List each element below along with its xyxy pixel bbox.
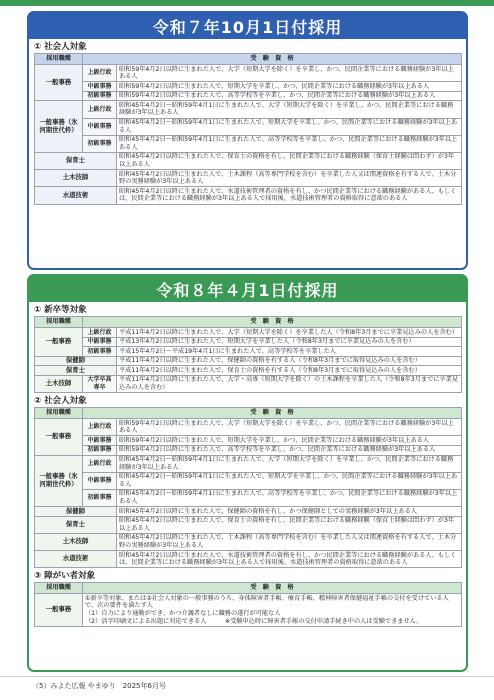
job-category: 保健師: [35, 507, 117, 517]
table-row: [35, 337, 462, 347]
requirement-text: 昭和45年4月2日以降に生まれた人で、保育士の資格を有し、民間企業等における職務経験（保育士経験は問わず）が3年以上ある人: [117, 516, 462, 533]
job-subtype: 初級事務: [83, 135, 117, 152]
requirement-text: 昭和45年4月2日～昭和59年4月1日に生まれた人で、大学（短期大学を除く）を卒業し、かつ、民間企業等における職務経験が3年以上ある人: [117, 101, 462, 118]
oct-social-table: [34, 53, 462, 205]
requirement-text: 昭和45年4月2日～昭和59年4月1日に生まれた人で、高等学校等を卒業し、かつ、民間企業等における職務経験が3年以上ある人: [117, 135, 462, 152]
apr-social-table: [34, 407, 462, 568]
job-category: 一般事務: [35, 419, 83, 455]
job-subtype: 初級事務: [83, 445, 117, 455]
requirement-text: 平成11年4月2日以降に生まれた人で、大学（短期大学を除く）を卒業した人（令和8年3月までに卒業見込みの人を含む）: [117, 328, 462, 338]
page-footer: （5）みよた広報 やまゆり 2025年6月号: [32, 682, 166, 690]
job-subtype: 中級事務: [83, 472, 117, 489]
job-category: 一般事務: [35, 328, 83, 357]
apr-section-disability: ③ 障がい者対象: [34, 571, 96, 582]
job-category: 保育士: [35, 366, 117, 376]
job-subtype: 初級事務: [83, 91, 117, 101]
header-requirements: 受 験 資 格: [83, 583, 462, 594]
apr-disability-table: [34, 582, 462, 626]
table-row: [35, 91, 462, 101]
requirement-text: [83, 594, 462, 626]
table-row: [35, 594, 462, 626]
oct-title: 令和７年10月1日付採用: [29, 13, 466, 39]
table-row: [35, 356, 462, 366]
job-subtype: 中級事務: [83, 436, 117, 446]
requirement-text: 昭和59年4月2日以降に生まれた人で、高等学校等を卒業し、かつ、民間企業等における職務経験が3年以上ある人: [117, 445, 462, 455]
job-category: 土木技師: [35, 170, 117, 187]
job-subtype: 上級行政: [83, 101, 117, 118]
requirement-text: 昭和59年4月2日以降に生まれた人で、短期大学を卒業し、かつ、民間企業等における職務経験が3年以上ある人: [117, 436, 462, 446]
job-category: 一般事務: [35, 65, 83, 101]
requirement-text: 昭和45年4月2日以降に生まれた人で、土木課程（高等専門学校を含む）を卒業した人又は関連資格を有する人で、土木分野の実務経験が3年以上ある人: [117, 170, 462, 187]
job-category: 土木技師: [35, 375, 83, 392]
table-header-row: [35, 408, 462, 419]
job-category: 一般事務: [35, 594, 83, 626]
oct-section-social: ① 社会人対象: [34, 42, 87, 52]
job-category: 保育士: [35, 516, 117, 533]
table-row: [35, 516, 462, 533]
table-row: [35, 489, 462, 506]
requirement-text: 昭和45年4月2日以降に生まれた人で、水道技術管理者の資格を有し、かつ民間企業等における職務経験がある人、もしくは、民間企業等における職務経験が3年以上ある人で採用後、水道技術管理者の資格取得に意欲のある人: [117, 187, 462, 204]
job-category: 一般事務（氷河期世代枠）: [35, 455, 83, 507]
table-row: [35, 101, 462, 118]
table-header-row: [35, 54, 462, 65]
requirement-text: 昭和59年4月2日以降に生まれた人で、大学（短期大学を除く）を卒業し、かつ、民間企業等における職務経験が3年以上ある人: [117, 65, 462, 82]
job-category: 保育士: [35, 152, 117, 169]
requirement-text: 昭和59年4月2日以降に生まれた人で、大学（短期大学を除く）を卒業し、かつ、民間企業等における職務経験が3年以上ある人: [117, 419, 462, 436]
top-color-band: [0, 0, 494, 6]
table-row: [35, 551, 462, 568]
oct-recruitment-box: [27, 11, 468, 270]
header-job: 採用職種: [35, 583, 83, 594]
apr-section-social: ② 社会人対象: [34, 396, 87, 407]
requirement-text: 昭和45年4月2日以降に生まれた人で、土木課程（高等専門学校を含む）を卒業した人又は関連資格を有する人で、土木分野の実務経験が3年以上ある人: [117, 533, 462, 550]
job-subtype: 中級事務: [83, 337, 117, 347]
header-requirements: 受 験 資 格: [83, 317, 462, 328]
job-subtype: 初級事務: [83, 347, 117, 357]
header-requirements: 受 験 資 格: [83, 408, 462, 419]
table-row: [35, 347, 462, 357]
job-subtype: 上級行政: [83, 455, 117, 472]
table-row: [35, 533, 462, 550]
table-header-row: [35, 317, 462, 328]
job-category: 水道技術: [35, 187, 117, 204]
table-header-row: [35, 583, 462, 594]
job-subtype: 上級行政: [83, 328, 117, 338]
table-row: [35, 507, 462, 517]
table-row: [35, 436, 462, 446]
requirement-line: ①新卒等対象、または②社会人対象の一般事務のうち、身体障害者手帳、療育手帳、精神障害者保健福祉手帳の交付を受けている人で、次の要件を満たす人: [85, 594, 449, 610]
requirement-line: （1）自力により通勤ができ、かつ介護者なしに職務の遂行が可能な人: [85, 609, 281, 617]
table-row: [35, 118, 462, 135]
requirement-text: 昭和45年4月2日～昭和59年4月1日に生まれた人で、高等学校等を卒業し、かつ、民間企業等における職務経験が3年以上ある人: [117, 489, 462, 506]
requirement-text: 平成15年4月2日～平成19年4月1日に生まれた人で、高等学校等を卒業した人: [117, 347, 462, 357]
table-row: [35, 419, 462, 436]
job-subtype: 上級行政: [83, 65, 117, 82]
requirement-text: 昭和59年4月2日以降に生まれた人で、高等学校等を卒業し、かつ、民間企業等における職務経験が3年以上ある人: [117, 91, 462, 101]
footer-divider: [0, 676, 494, 677]
table-row: [35, 152, 462, 169]
table-row: [35, 472, 462, 489]
header-job: 採用職種: [35, 317, 83, 328]
header-job: 採用職種: [35, 54, 83, 65]
job-category: 保健師: [35, 356, 117, 366]
requirement-text: 平成13年4月2日以降に生まれた人で、短期大学を卒業した人（令和8年3月までに卒業見込みの人を含む）: [117, 337, 462, 347]
requirement-text: 平成11年4月2日以降に生まれた人で、大学・高専（短期大学を除く）の土木課程を卒業した人（令和8年3月までに卒業見込みの人を含む）: [117, 375, 462, 392]
job-subtype: 初級事務: [83, 489, 117, 506]
requirement-line: （2）活字印刷文による出題に対応できる人 ※受験申込時に障害者手帳の交付申請手続き中の人は受験できません。: [85, 617, 423, 625]
requirement-text: 昭和45年4月2日～昭和59年4月1日に生まれた人で、短期大学を卒業し、かつ、民間企業等における職務経験が3年以上ある人: [117, 118, 462, 135]
requirement-text: 平成11年4月2日以降に生まれた人で、保育士の資格を有する人（令和8年3月までに取得見込みの人を含む）: [117, 366, 462, 376]
table-row: [35, 65, 462, 82]
requirement-text: 昭和45年4月2日～昭和59年4月1日に生まれた人で、大学（短期大学を除く）を卒業し、かつ、民間企業等における職務経験が3年以上ある人: [117, 455, 462, 472]
table-row: [35, 135, 462, 152]
job-subtype: 中級事務: [83, 118, 117, 135]
requirement-text: 昭和59年4月2日以降に生まれた人で、短期大学を卒業し、かつ、民間企業等における職務経験が3年以上ある人: [117, 82, 462, 92]
job-subtype: 大学卒高専卒: [83, 375, 117, 392]
table-row: [35, 455, 462, 472]
requirement-text: 昭和45年4月2日～昭和59年4月1日に生まれた人で、短期大学を卒業し、かつ、民間企業等における職務経験が3年以上ある人: [117, 472, 462, 489]
table-row: [35, 170, 462, 187]
job-subtype: 中級事務: [83, 82, 117, 92]
apr-title: 令和８年４月1日付採用: [29, 276, 466, 302]
requirement-text: 昭和45年4月2日以降に生まれた人で、水道技術管理者の資格を有し、かつ民間企業等における職務経験がある人、もしくは、民間企業等における職務経験が3年以上ある人で採用後、水道技術管理者の資格取得に意欲のある人: [117, 551, 462, 568]
job-category: 水道技術: [35, 551, 117, 568]
job-category: 土木技師: [35, 533, 117, 550]
apr-new-grad-table: [34, 316, 462, 393]
requirement-text: 平成11年4月2日以降に生まれた人で、保健師の資格を有する人（令和8年3月までに取得見込みの人を含む）: [117, 356, 462, 366]
apr-section-new-grad: ① 新卒等対象: [34, 305, 87, 315]
job-category: 一般事務（氷河期世代枠）: [35, 101, 83, 153]
header-job: 採用職種: [35, 408, 83, 419]
table-row: [35, 187, 462, 204]
table-row: [35, 375, 462, 392]
table-row: [35, 328, 462, 338]
requirement-text: 昭和45年4月2日以降に生まれた人で、保育士の資格を有し、民間企業等における職務経験（保育士経験は問わず）が3年以上ある人: [117, 152, 462, 169]
requirement-text: 昭和45年4月2日以降に生まれた人で、保健師の資格を有し、かつ保健師としての実務経験が3年以上ある人: [117, 507, 462, 517]
apr-recruitment-box: [27, 274, 468, 672]
table-row: [35, 445, 462, 455]
table-row: [35, 82, 462, 92]
header-requirements: 受 験 資 格: [83, 54, 462, 65]
table-row: [35, 366, 462, 376]
job-subtype: 上級行政: [83, 419, 117, 436]
